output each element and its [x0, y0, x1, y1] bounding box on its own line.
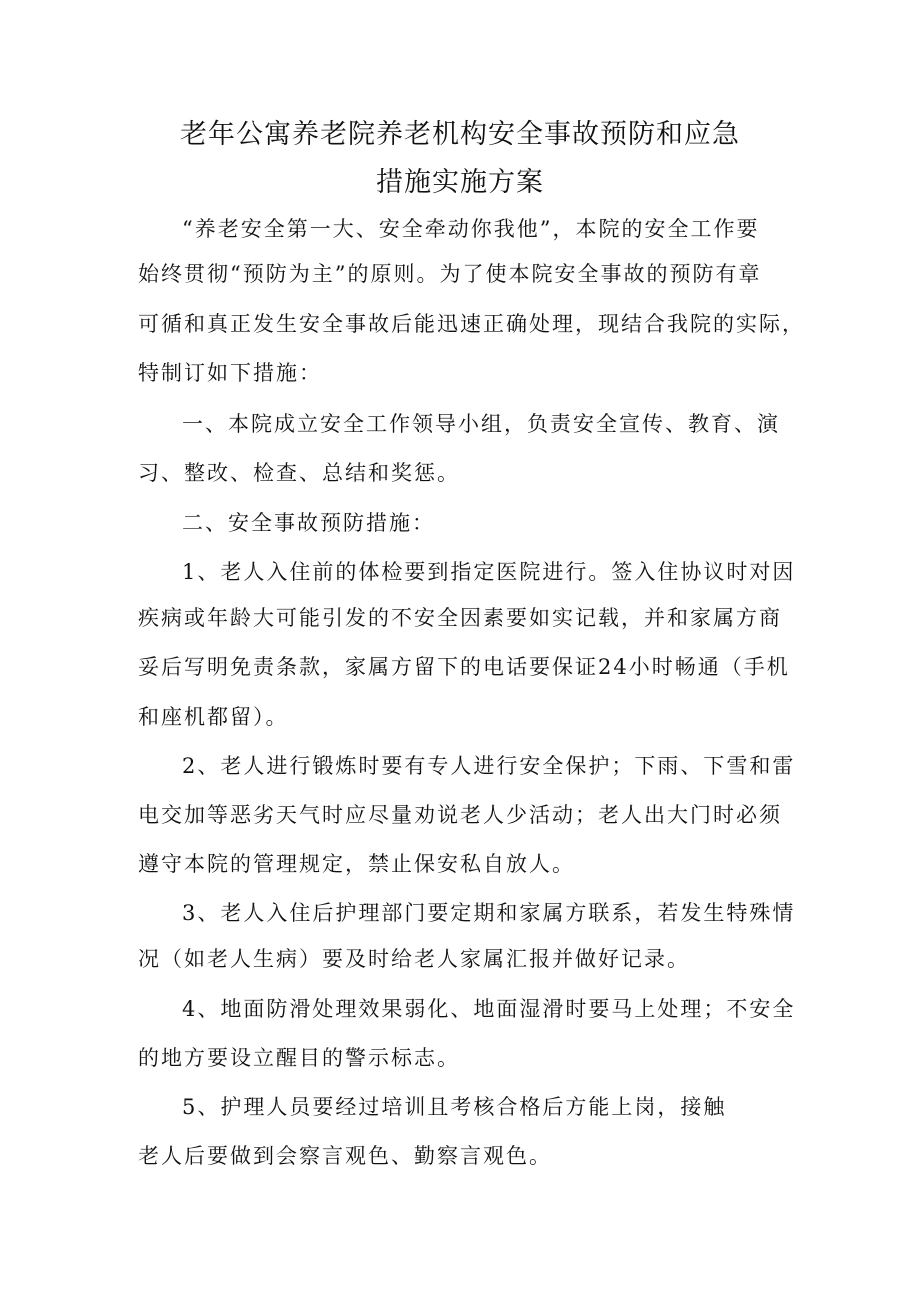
item-3-line: 况（如老人生病）要及时给老人家属汇报并做好记录。: [138, 947, 690, 971]
paragraph-intro-line: 可循和真正发生安全事故后能迅速正确处理，现结合我院的实际，: [138, 312, 805, 336]
item-1-line: 1、老人入住前的体检要到指定医院进行。签入住协议时对因: [182, 560, 796, 584]
document-title-line-1: 老年公寓养老院养老机构安全事故预防和应急: [180, 119, 740, 150]
item-5-line: 老人后要做到会察言观色、勤察言观色。: [138, 1144, 552, 1168]
item-4-line: 4、地面防滑处理效果弱化、地面湿滑时要马上处理；不安全: [182, 997, 796, 1021]
item-2-line: 2、老人进行锻炼时要有专人进行安全保护；下雨、下雪和雷: [182, 754, 796, 778]
item-5-line: 5、护理人员要经过培训且考核合格后方能上岗，接触: [182, 1095, 727, 1119]
paragraph-intro-line: “养老安全第一大、安全牵动你我他”，本院的安全工作要: [182, 217, 760, 241]
section-2-heading: 二、安全事故预防措施：: [182, 511, 435, 535]
paragraph-section-1-line: 一、本院成立安全工作领导小组，负责安全宣传、教育、演: [182, 412, 780, 436]
paragraph-section-1-line: 习、整改、检查、总结和奖惩。: [138, 461, 460, 485]
item-3-line: 3、老人入住后护理部门要定期和家属方联系，若发生特殊情: [182, 901, 796, 925]
item-1-line: 和座机都留）。: [138, 705, 289, 729]
paragraph-intro-line: 始终贯彻“预防为主”的原则。为了使本院安全事故的预防有章: [138, 262, 762, 286]
item-1-line: 妥后写明免责条款，家属方留下的电话要保证24小时畅通（手机: [138, 655, 790, 679]
item-1-line: 疾病或年龄大可能引发的不安全因素要如实记载，并和家属方商: [138, 606, 782, 630]
item-2-line: 电交加等恶劣天气时应尽量劝说老人少活动；老人出大门时必须: [138, 803, 782, 827]
paragraph-intro-line: 特制订如下措施：: [138, 361, 322, 385]
item-2-line: 遵守本院的管理规定，禁止保安私自放人。: [138, 852, 575, 876]
item-4-line: 的地方要设立醒目的警示标志。: [138, 1046, 460, 1070]
document-title-line-2: 措施实施方案: [376, 167, 544, 198]
